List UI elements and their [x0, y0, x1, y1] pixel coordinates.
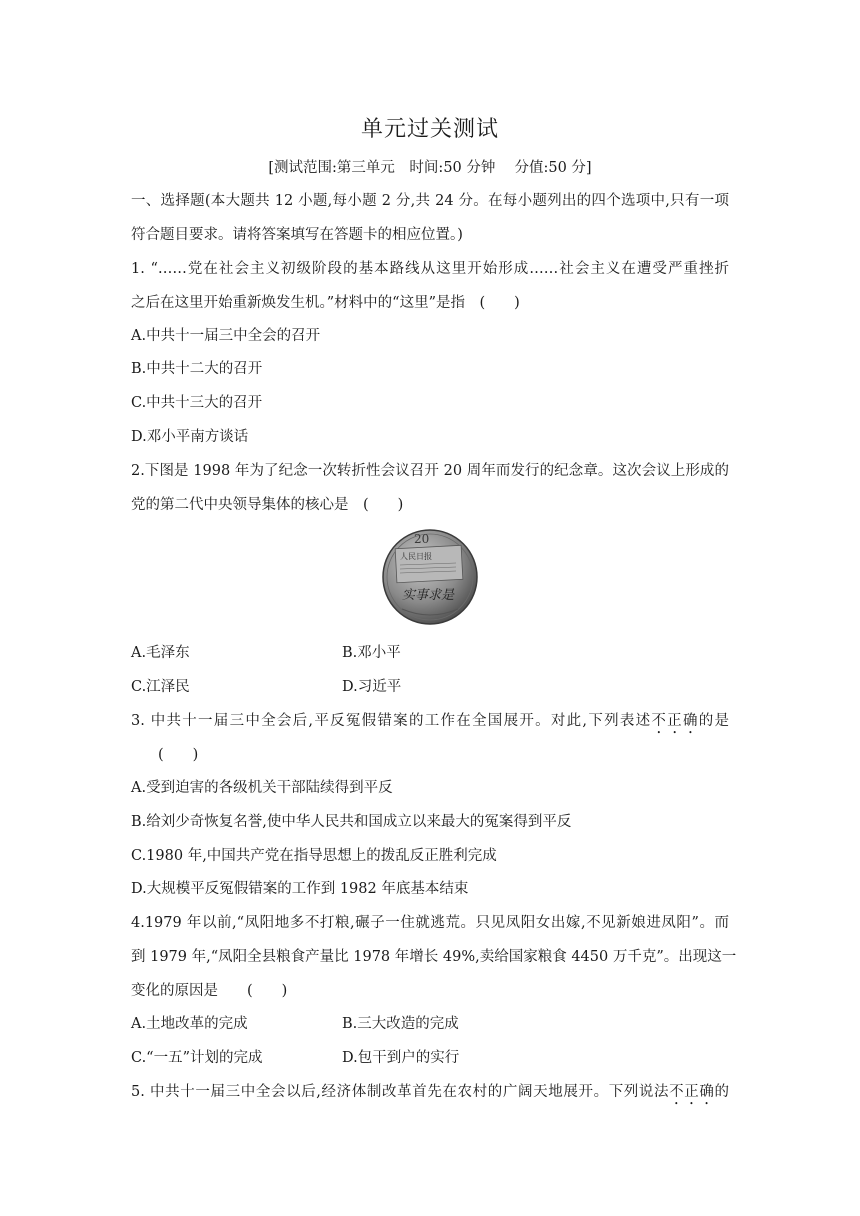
q5-emphasis-not-correct: 不正确 — [669, 1084, 715, 1100]
q4-stem-line-3: 变化的原因是 ( ) — [131, 983, 288, 999]
q3-option-b: B.给刘少奇恢复名誉,使中华人民共和国成立以来最大的冤案得到平反 — [131, 814, 572, 830]
q3-option-c: C.1980 年,中国共产党在指导思想上的拨乱反正胜利完成 — [131, 848, 497, 864]
q2-option-b: B.邓小平 — [342, 645, 401, 661]
q1-option-d: D.邓小平南方谈话 — [131, 429, 249, 445]
q2-option-a: A.毛泽东 — [131, 645, 190, 661]
q2-stem-line-1: 2.下图是 1998 年为了纪念一次转折性会议召开 20 周年而发行的纪念章。这次会议上形成的 — [131, 463, 729, 479]
q2-option-c: C.江泽民 — [131, 679, 190, 695]
q5-stem-text-a: 5. 中共十一届三中全会以后,经济体制改革首先在农村的广阔天地展开。下列说法 — [131, 1084, 670, 1100]
q4-option-b: B.三大改造的完成 — [342, 1016, 459, 1032]
q1-option-a: A.中共十一届三中全会的召开 — [131, 328, 321, 344]
q3-emphasis-not-correct: 不正确 — [651, 713, 699, 729]
q5-stem-line-1 — [131, 1082, 729, 1108]
q3-stem-line-1 — [131, 711, 729, 737]
section-heading-line-1: 一、选择题(本大题共 12 小题,每小题 2 分,共 24 分。在每小题列出的四个选项中,只有一项 — [131, 193, 729, 209]
q4-stem-line-2: 到 1979 年,“凤阳全县粮食产量比 1978 年增长 49%,卖给国家粮食 4450 万千克”。出现这一 — [131, 949, 737, 965]
q3-option-d: D.大规模平反冤假错案的工作到 1982 年底基本结束 — [131, 881, 469, 897]
q3-stem-text-b: 的是 — [698, 713, 730, 729]
q2-option-d: D.习近平 — [342, 679, 402, 695]
q1-option-b: B.中共十二大的召开 — [131, 361, 263, 377]
q3-option-a: A.受到迫害的各级机关干部陆续得到平反 — [131, 780, 393, 796]
q1-stem-line-1: 1. “……党在社会主义初级阶段的基本路线从这里开始形成……社会主义在遭受严重挫折 — [131, 261, 729, 277]
commemorative-medal-image — [382, 529, 478, 625]
page-title: 单元过关测试 — [360, 117, 499, 142]
q4-stem-line-1: 4.1979 年以前,“凤阳地多不打粮,碾子一住就逃荒。只见凤阳女出嫁,不见新娘进凤阳”。而 — [131, 915, 729, 931]
medal-newspaper-name: 人民日报 — [400, 552, 432, 561]
section-heading-line-2: 符合题目要求。请将答案填写在答题卡的相应位置。) — [131, 227, 463, 243]
q5-stem-text-b: 的 — [714, 1084, 729, 1100]
q1-stem-line-2: 之后在这里开始重新焕发生机。”材料中的“这里”是指 ( ) — [131, 295, 520, 311]
medal-number: 20 — [414, 532, 430, 546]
test-info: [测试范围:第三单元 时间:50 分钟 分值:50 分] — [268, 160, 592, 176]
q3-answer-bracket: ( ) — [158, 747, 199, 763]
medal-inscription: 实事求是 — [402, 588, 455, 603]
q4-option-d: D.包干到户的实行 — [342, 1050, 460, 1066]
q1-option-c: C.中共十三大的召开 — [131, 395, 263, 411]
q2-stem-line-2: 党的第二代中央领导集体的核心是 ( ) — [131, 497, 404, 513]
q3-stem-text-a: 3. 中共十一届三中全会后,平反冤假错案的工作在全国展开。对此,下列表述 — [131, 713, 652, 729]
q4-option-a: A.土地改革的完成 — [131, 1016, 248, 1032]
q4-option-c: C.“一五”计划的完成 — [131, 1050, 263, 1066]
